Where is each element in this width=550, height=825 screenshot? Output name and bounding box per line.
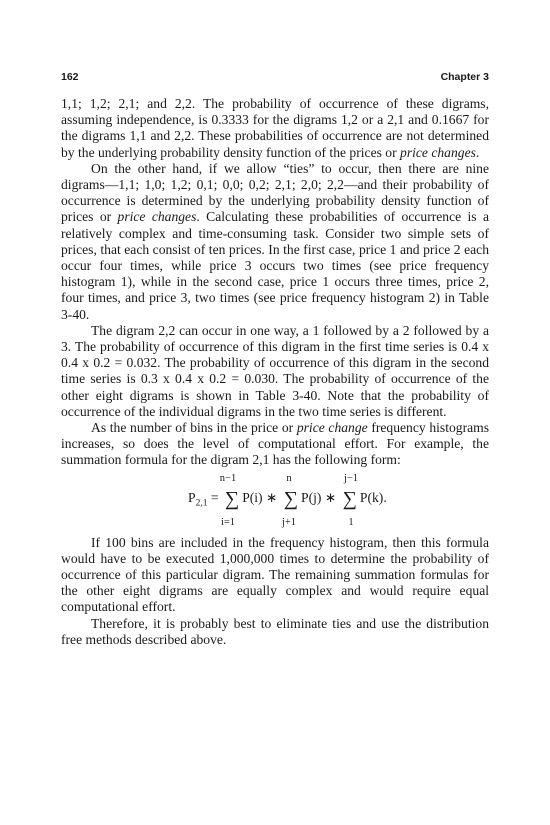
formula-lhs-subscript: 2,1 — [195, 498, 208, 509]
multiply-operator: ∗ — [265, 489, 278, 505]
term-3: P(k). — [359, 489, 387, 505]
lower-limit-3: 1 — [348, 516, 354, 528]
formula-lhs: P — [188, 489, 196, 505]
paragraph — [61, 535, 489, 616]
formula-expression — [188, 487, 387, 512]
paragraph — [61, 420, 489, 469]
paragraph — [61, 323, 489, 420]
paragraph — [61, 616, 489, 648]
text-run: Therefore, it is probably best to eliminate ties and use the distribution free methods described above. — [61, 615, 489, 647]
page-number: 162 — [61, 71, 79, 83]
text-run: The digram 2,2 can occur in one way, a 1 followed by a 2 followed by a 3. The probability of occurrence of this digram in the first time series is 0.4 x 0.4 x 0.2 = 0.032. The probability of occurrence of this digram in the second time series is 0.3 x 0.4 x 0.2 = 0.030. The probability of occurrence of the other eight digrams is shown in Table 3-40. Note that the probability of occurrence of the individual digrams in the two time series is different. — [61, 322, 489, 419]
term-1: P(i) — [242, 489, 263, 505]
upper-limit-1: n−1 — [219, 472, 237, 484]
italic-term: price changes — [400, 144, 476, 160]
upper-limit-2: n — [286, 472, 292, 484]
body-text — [61, 96, 489, 648]
chapter-title: Chapter 3 — [440, 71, 489, 83]
text-run: On the other hand, if we allow “ties” to occur, then there are nine digrams—1,1; 1,0; 1,2; 0,1; 0,0; 0,2; 2,1; 2,0; 2,2—and their probability of occurrence is determined by the underlying probability density function of prices or — [61, 160, 489, 225]
text-run: frequency histograms increases, so does the level of computational effort. For example, the summation formula for the digram 2,1 has the following form: — [61, 420, 489, 468]
lower-limit-2: j+1 — [281, 516, 297, 528]
lower-limit-1: i=1 — [220, 516, 236, 528]
text-run: If 100 bins are included in the frequency histogram, then this formula would have to be executed 1,000,000 times to determine the probability of occurrence of this particular digram. The remaining summation formulas for the other eight digrams are equally complex and would require equal computational effort. — [61, 534, 489, 615]
equals-sign: = — [210, 489, 219, 505]
sum-symbol: ∑ — [342, 487, 357, 510]
italic-term: price changes — [117, 209, 197, 225]
paragraph — [61, 96, 489, 161]
text-run: . Calculating these probabilities of occurrence is a relatively complex and time-consuming task. Consider two simple sets of prices, that each consist of ten prices. In the first case, price 1 and price 2 each occur four times, while price 3 occurs two times (see price frequency histogram 1), while in the second case, price 1 occurs three times, price 2, four times, and price 3, two times (see price frequency histogram 2) in Table 3-40. — [61, 209, 489, 322]
sum-symbol: ∑ — [283, 487, 299, 510]
sum-symbol: ∑ — [224, 487, 240, 510]
term-2: P(j) — [301, 489, 322, 505]
italic-term: price change — [296, 420, 368, 436]
text-run: As the number of bins in the price or — [91, 420, 297, 436]
running-header — [61, 71, 489, 83]
text-run: 1,1; 1,2; 2,1; and 2,2. The probability of occurrence of these digrams, assuming independence, is 0.3333 for the digrams 1,2 or a 2,1 and 0.1667 for the digrams 1,1 and 2,2. These probabilities of occurrence are not determined by the underlying probability density function of the prices or — [61, 96, 489, 160]
summation-formula — [61, 469, 489, 535]
paragraph — [61, 161, 489, 323]
text-run: . — [475, 144, 480, 160]
upper-limit-3: j−1 — [343, 472, 359, 484]
multiply-operator: ∗ — [324, 489, 337, 505]
